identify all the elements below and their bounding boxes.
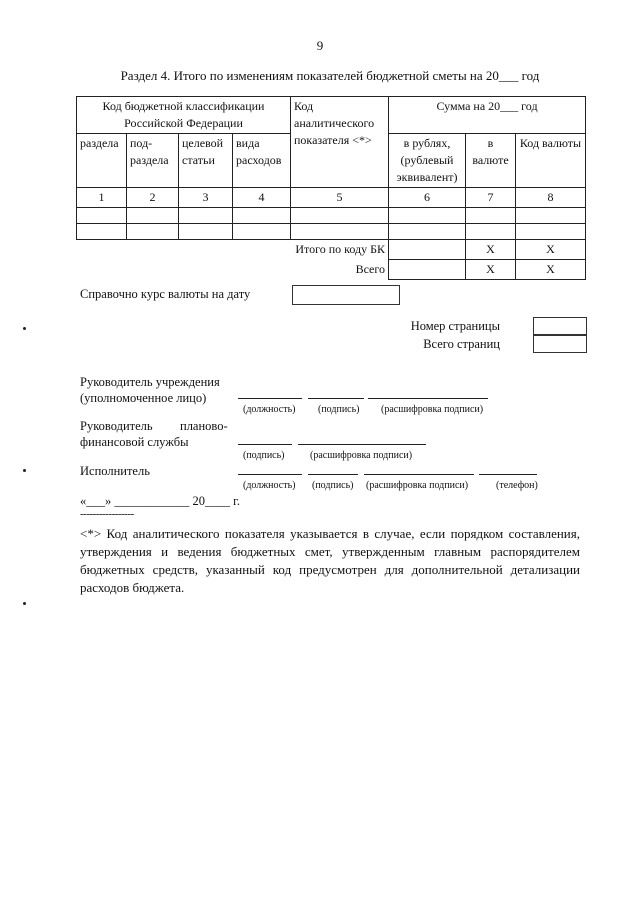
subheader-podrazdel: под-раздела bbox=[127, 134, 179, 188]
subheader-expense-type: вида расходов bbox=[233, 134, 291, 188]
rate-label: Справочно курс валюты на дату bbox=[80, 287, 251, 301]
finance-signature-caption: (подпись) bbox=[243, 450, 285, 461]
table-row bbox=[77, 208, 586, 224]
subheader-currency: в валюте bbox=[466, 134, 516, 188]
total-bk-code-x: X bbox=[516, 240, 586, 260]
executor-phone-line bbox=[479, 474, 537, 475]
total-label: Всего bbox=[355, 261, 385, 276]
executor-signature-caption: (подпись) bbox=[312, 480, 354, 491]
header-sum: Сумма на 20___ год bbox=[389, 97, 586, 134]
col-number: 1 bbox=[77, 188, 127, 208]
subheader-razdel: раздела bbox=[77, 134, 127, 188]
executor-signature-line bbox=[308, 474, 358, 475]
executor-position-caption: (должность) bbox=[243, 480, 296, 491]
executor-label: Исполнитель bbox=[80, 464, 150, 478]
scan-mark bbox=[23, 327, 26, 330]
section-title: Раздел 4. Итого по изменениям показателей бюджетной сметы на 20___ год bbox=[120, 68, 540, 83]
scan-mark bbox=[23, 469, 26, 472]
total-bk-label: Итого по коду БК bbox=[295, 242, 385, 256]
col-number: 4 bbox=[233, 188, 291, 208]
finance-label-2: планово- bbox=[180, 419, 228, 433]
pages-total-label: Всего страниц bbox=[423, 337, 500, 351]
head-signature-line bbox=[308, 398, 364, 399]
total-bk-rub-cell bbox=[389, 240, 466, 260]
head-decoding-caption: (расшифровка подписи) bbox=[381, 404, 484, 415]
subheader-rubles: в рублях, (рублевый эквивалент) bbox=[389, 134, 466, 188]
head-position-line bbox=[238, 398, 302, 399]
date-line: «___» ____________ 20____ г. bbox=[80, 494, 240, 508]
scan-mark bbox=[23, 602, 26, 605]
total-currency-x: X bbox=[466, 260, 516, 280]
head-label: Руководитель учреждения (уполномоченное лицо) bbox=[80, 375, 220, 405]
header-kbk: Код бюджетной классификации Российской Федерации bbox=[77, 97, 291, 134]
col-number: 2 bbox=[127, 188, 179, 208]
header-analytic-code: Код аналитического показателя <*> bbox=[291, 97, 389, 188]
head-position-caption: (должность) bbox=[243, 404, 296, 415]
subheader-currency-code: Код валюты bbox=[516, 134, 586, 188]
executor-decoding-line bbox=[364, 474, 474, 475]
footnote-separator: ----------------- bbox=[80, 508, 134, 520]
finance-signature-line bbox=[238, 444, 292, 445]
executor-position-line bbox=[238, 474, 302, 475]
finance-decoding-caption: (расшифровка подписи) bbox=[310, 450, 413, 461]
total-code-x: X bbox=[516, 260, 586, 280]
total-rub-cell bbox=[389, 260, 466, 280]
head-decoding-line bbox=[368, 398, 488, 399]
col-number: 6 bbox=[389, 188, 466, 208]
col-number: 5 bbox=[291, 188, 389, 208]
executor-decoding-caption: (расшифровка подписи) bbox=[366, 480, 469, 491]
head-signature-caption: (подпись) bbox=[318, 404, 360, 415]
finance-label-3: финансовой службы bbox=[80, 435, 189, 449]
pages-total-field[interactable] bbox=[533, 334, 587, 353]
total-bk-currency-x: X bbox=[466, 240, 516, 260]
rate-date-field[interactable] bbox=[292, 285, 400, 305]
page-number: 9 bbox=[316, 38, 324, 53]
budget-table bbox=[76, 96, 586, 280]
finance-label-1: Руководитель bbox=[80, 419, 153, 433]
table-row bbox=[77, 224, 586, 240]
col-number: 3 bbox=[179, 188, 233, 208]
col-number: 7 bbox=[466, 188, 516, 208]
page-number-label: Номер страницы bbox=[410, 319, 500, 333]
executor-phone-caption: (телефон) bbox=[496, 480, 538, 491]
footnote-text: <*> Код аналитического показателя указывается в случае, если порядком составления, утверждения и ведения бюджетных смет, утвержденным главным распорядителем бюджетных средств, указанный код предусмотрен для дополнительной детализации расходов бюджета. bbox=[80, 526, 580, 595]
finance-decoding-line bbox=[298, 444, 426, 445]
col-number: 8 bbox=[516, 188, 586, 208]
subheader-target-article: целевой статьи bbox=[179, 134, 233, 188]
